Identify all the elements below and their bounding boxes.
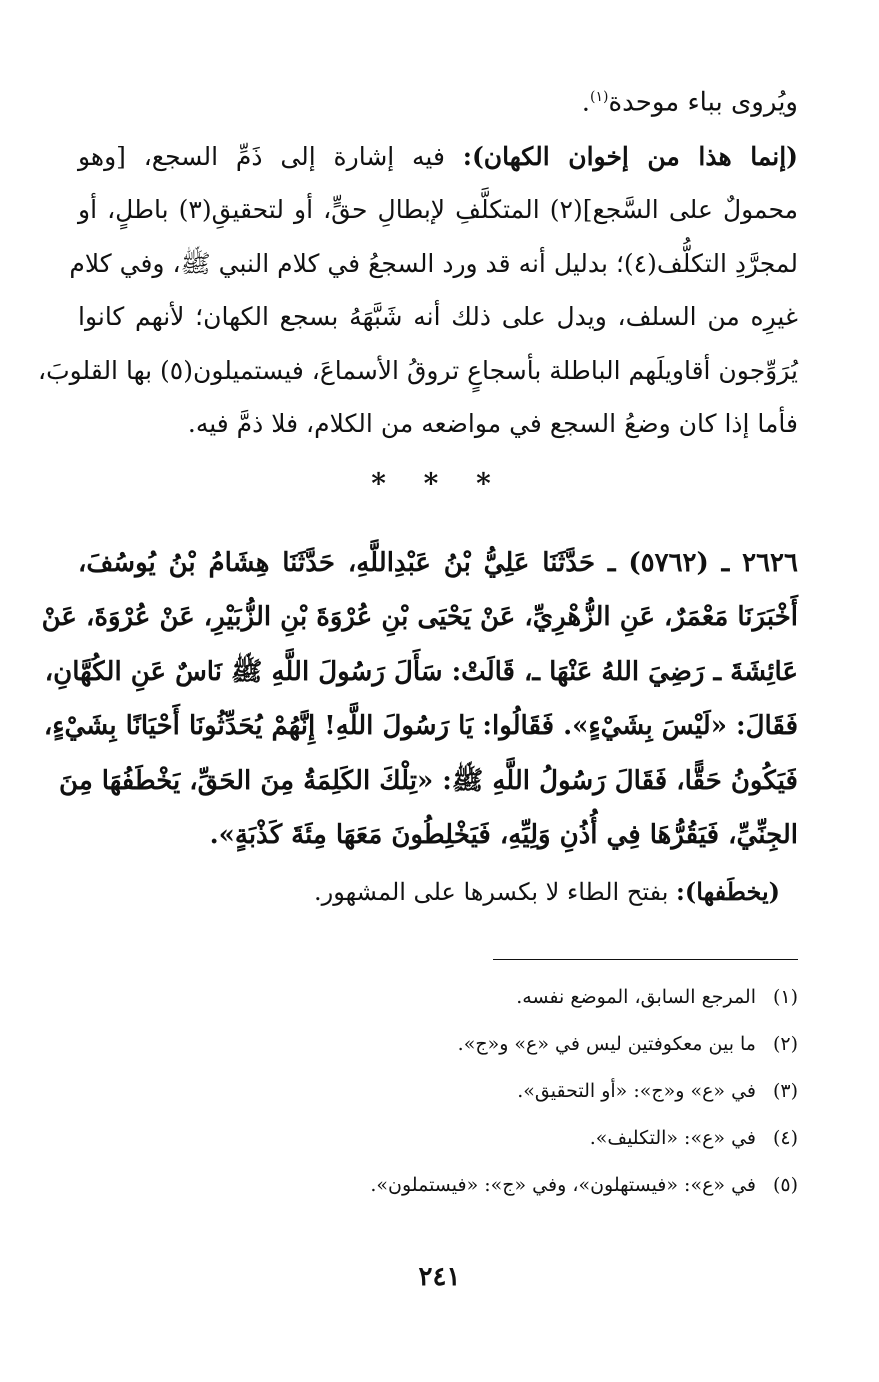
commentary-line: فأما إذا كان وضعُ السجع في مواضعه من الكلام، فلا ذمَّ فيه. — [187, 409, 798, 439]
gloss-paragraph — [78, 865, 798, 919]
footnote-text: في «ع»: «فيستهلون»، وفي «ج»: «فيستملون». — [370, 1173, 756, 1196]
footnote-number: (١) — [772, 985, 798, 1008]
footnote-divider — [493, 959, 798, 960]
commentary-line-text: فيه إشارة إلى ذَمِّ السجع، [وهو — [78, 141, 463, 171]
commentary-line: غيرِه من السلف، ويدل على ذلك أنه شَبَّهَهُ بسجع الكهان؛ لأنهم كانوا — [78, 302, 798, 332]
intro-line — [78, 70, 798, 130]
footnote-number: (٤) — [772, 1126, 798, 1149]
commentary-line: لمجرَّدِ التكلُّف(٤)؛ بدليل أنه قد ورد السجعُ في كلام النبي ﷺ، وفي كلام — [69, 248, 798, 278]
hadith-line: عَائِشَةَ ـ رَضِيَ اللهُ عَنْهَا ـ، قَالَتْ: سَأَلَ رَسُولَ اللَّهِ ﷺ نَاسٌ عَنِ الكُهَّانِ، — [44, 656, 798, 687]
intro-end: . — [581, 87, 591, 118]
hadith-line: فَيَكُونُ حَقًّا، فَقَالَ رَسُولُ اللَّهِ ﷺ: «تِلْكَ الكَلِمَةُ مِنَ الحَقِّ، يَخْطَفُهَا مِنَ — [59, 765, 798, 796]
hadith-text — [41, 536, 798, 863]
footnotes — [78, 974, 798, 1209]
intro-footnote-ref: (١) — [590, 89, 609, 105]
footnote-text: في «ع» و«ج»: «أو التحقيق». — [517, 1079, 756, 1102]
commentary-line — [78, 130, 798, 184]
commentary-line: يُرَوِّجون أقاويلَهم الباطلة بأسجاعٍ تروقُ الأسماعَ، فيستميلون(٥) بها القلوبَ، — [38, 355, 798, 385]
footnote-text: ما بين معكوفتين ليس في «ع» و«ج». — [457, 1032, 756, 1055]
page-body — [38, 70, 799, 1209]
footnote-number: (٣) — [772, 1079, 798, 1102]
footnote-item — [78, 974, 798, 1021]
page-number: ٢٤١ — [418, 1262, 461, 1292]
commentary-line: محمولٌ على السَّجع](٢) المتكلَّفِ لإبطالِ حقٍّ، أو لتحقيقِ(٣) باطلٍ، أو — [78, 195, 798, 225]
intro-text: ويُروى بباء موحدة — [608, 87, 798, 118]
footnote-text: في «ع»: «التكليف». — [589, 1126, 756, 1149]
footnote-number: (٢) — [772, 1032, 798, 1055]
commentary-heading: (إنما هذا من إخوان الكهان): — [462, 141, 799, 171]
gloss-heading: (يخطَفها): — [676, 876, 780, 906]
commentary-paragraph — [38, 130, 799, 451]
footnote-item — [78, 1021, 798, 1068]
gloss-text: بفتح الطاء لا بكسرها على المشهور. — [313, 877, 677, 906]
footnote-item — [78, 1115, 798, 1162]
hadith-line: الجِنِّيِّ، فَيَقُرُّهَا فِي أُذُنِ وَلِيِّهِ، فَيَخْلِطُونَ مَعَهَا مِئَةَ كَذْبَةٍ». — [209, 820, 798, 851]
hadith-line: أَخْبَرَنَا مَعْمَرٌ، عَنِ الزُّهْرِيِّ، عَنْ يَحْيَى بْنِ عُرْوَةَ بْنِ الزُّبَيْرِ، عَنْ عُرْوَةَ، عَنْ — [41, 602, 798, 633]
section-separator: * * * — [371, 466, 505, 500]
footnote-number: (٥) — [772, 1173, 798, 1196]
hadith-line: ٢٦٢٦ ـ (٥٧٦٢) ـ حَدَّثَنَا عَلِيُّ بْنُ عَبْدِاللَّهِ، حَدَّثَنَا هِشَامُ بْنُ يُوسُفَ، — [78, 547, 798, 578]
footnote-item — [78, 1162, 798, 1209]
footnote-item — [78, 1068, 798, 1115]
footnote-text: المرجع السابق، الموضع نفسه. — [516, 985, 756, 1008]
hadith-line: فَقَالَ: «لَيْسَ بِشَيْءٍ». فَقَالُوا: يَا رَسُولَ اللَّهِ! إِنَّهُمْ يُحَدِّثُونَا أَحْيَانًا بِشَيْءٍ، — [43, 711, 798, 742]
